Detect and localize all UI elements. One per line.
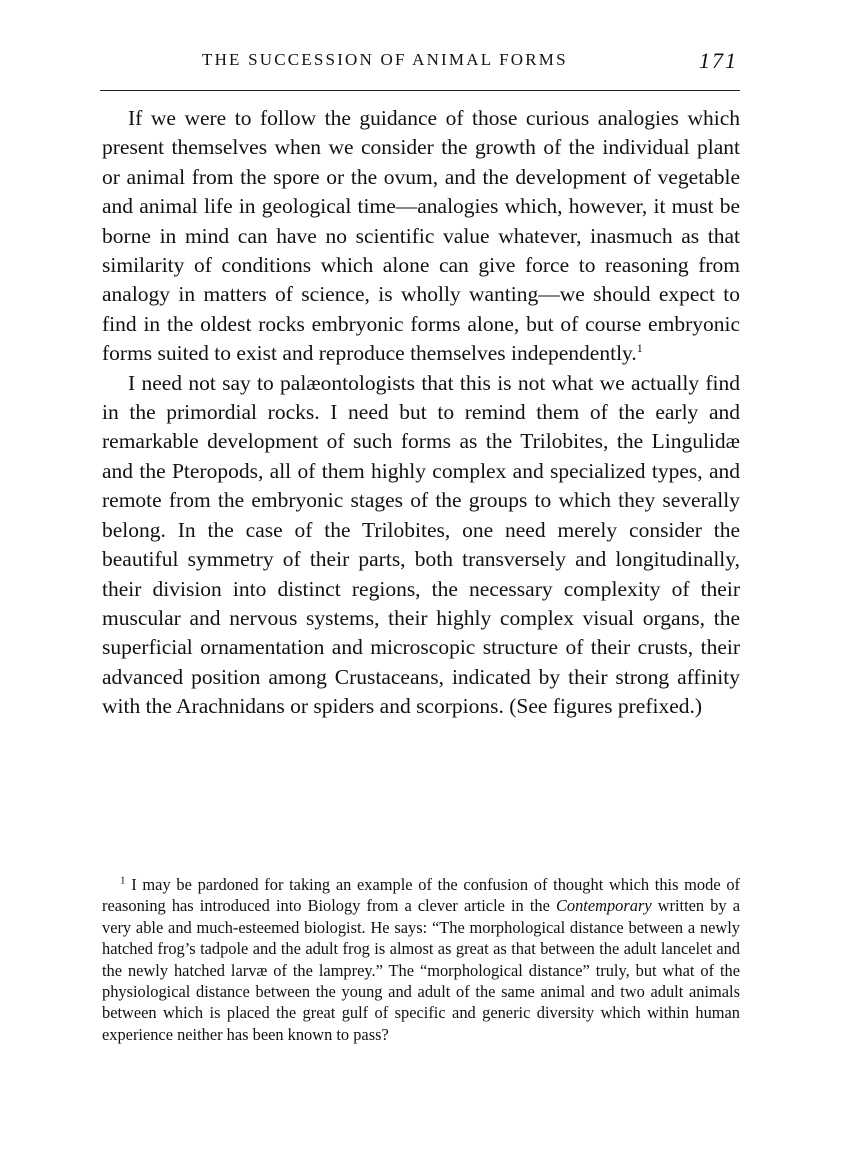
page-number: 171 (699, 48, 738, 73)
journal-title: Contemporary (555, 896, 652, 916)
paragraph-2: I need not say to palæontologists that this is not what we actually find in the primordial rocks. I need but to remind them of the early and remarkable development of such forms as the Trilobites, the Lingulidæ and the Pteropods, all of them highly complex and specialized types, and remote from the embryonic stages of the groups to which they severally belong. In the case of the Trilobites, one need merely consider the beautiful symmetry of their parts, both transversely and longitudinally, their division into distinct regions, the necessary complexity of their muscular and nervous systems, their highly complex visual organs, the superficial ornamentation and microscopic structure of their crusts, their advanced position among Crustaceans, indicated by their strong affinity with the Arachnidans or spiders and scorpions. (See figures prefixed.) (102, 370, 740, 719)
page-header (100, 48, 740, 78)
running-title: THE SUCCESSION OF ANIMAL FORMS (202, 50, 568, 69)
header-rule (100, 90, 740, 91)
body-text (102, 104, 740, 722)
footnote-reference: 1 (636, 341, 643, 356)
footnote-text-start: I may be pardoned for taking an example of the confusion of thought which this mode of reasoning has introduced into Biology from a clever article in the (102, 875, 740, 916)
paragraph-1 (102, 104, 740, 369)
footnote-paragraph (102, 874, 740, 1045)
footnote (102, 874, 740, 1045)
paragraph-1-text: If we were to follow the guidance of those curious analogies which present themselves when we consider the growth of the individual plant or animal from the spore or the ovum, and the development of vegetable and animal life in geological time—analogies which, however, it must be borne in mind can have no scientific value whatever, inasmuch as that similarity of conditions which alone can give force to reasoning from analogy in matters of science, is wholly wanting—we should expect to find in the oldest rocks embryonic forms alone, but of course embryonic forms suited to exist and reproduce themselves independently. (102, 106, 740, 366)
footnote-text-end: written by a very able and much-esteemed biologist. He says: “The morphological distance between a newly hatched frog’s tadpole and the adult frog is almost as great as that between the adult lancelet and the newly hatched larvæ of the lamprey.” The “morphological distance” truly, but what of the physiological distance between the young and adult of the same animal and two adult animals between which is placed the great gulf of specific and generic diversity which within human experience neither has been known to pass? (102, 896, 740, 1044)
footnote-marker: 1 (120, 874, 126, 887)
